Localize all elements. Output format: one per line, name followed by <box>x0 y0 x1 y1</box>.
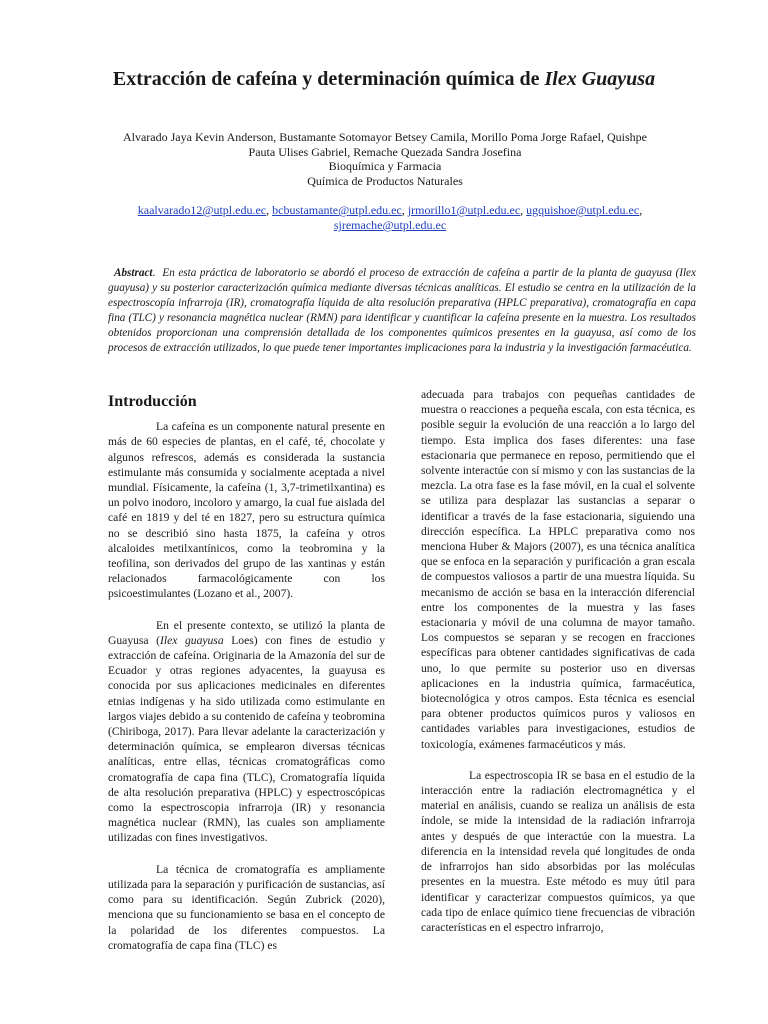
left-column <box>108 394 385 953</box>
email-link-3[interactable]: jrmorillo1@utpl.edu.ec <box>407 203 521 217</box>
title-species: Ilex Guayusa <box>544 68 656 90</box>
abstract-text: En esta práctica de laboratorio se abordó el proceso de extracción de cafeína a partir de la planta de guayusa (Ilex guayusa) y su posterior caracterización química mediante diversas técnicas analíticas. El estudio se centra en la utilización de la espectroscopía infrarroja (IR), cromatografía líquida de alta resolución preparativa (HPLC preparativa), cromatografía en capa fina (TLC) y resonancia magnética nuclear (RMN) para identificar y cuantificar la cafeína presente en la muestra. Los resultados obtenidos proporcionan una comprensión detallada de los componentes químicos presentes en la guayusa, así como de los procesos de extracción utilizados, lo que puede tener importantes implicaciones para la industria y la investigación farmacéutica. <box>108 267 696 354</box>
right-paragraph-2: La espectroscopia IR se basa en el estudio de la interacción entre la radiación electromagnética y el material en análisis, cuando se realiza un análisis de esta índole, se mide la intensidad de la radiación infrarroja antes y después de que interactúe con la muestra. La diferencia en la intensidad revela qué longitudes de onda de infrarrojos han sido absorbidas por las moléculas presentes en la muestra. Este método es muy útil para identificar y caracterizar compuestos químicos, ya que cada tipo de enlace químico tiene frecuencias de vibración características en el espectro infrarrojo, <box>421 768 695 934</box>
right-column <box>421 387 695 935</box>
email-list: kaalvarado12@utpl.edu.ec, bcbustamante@utpl.edu.ec, jrmorillo1@utpl.edu.ec, ugquishoe@utpl.edu.ec, sjremache@utpl.edu.ec <box>137 203 643 232</box>
intro-paragraph-2 <box>108 618 385 846</box>
intro-paragraph-2-start: En el presente contexto, se utilizó la planta de Guayusa ( <box>108 618 385 647</box>
authors-line-2: Pauta Ulises Gabriel, Remache Quezada Sandra Josefina <box>248 144 522 159</box>
affiliation-program: Bioquímica y Farmacia <box>328 159 442 173</box>
email-link-4[interactable]: ugquishoe@utpl.edu.ec <box>526 203 640 217</box>
affiliation-course: Química de Productos Naturales <box>307 173 463 188</box>
authors-line-1: Alvarado Jaya Kevin Anderson, Bustamante Sotomayor Betsey Camila, Morillo Poma Jorge Rafael, Quishpe <box>122 130 647 144</box>
species-name: Ilex guayusa <box>160 633 224 647</box>
abstract-label: Abstract <box>114 267 153 279</box>
email-link-2[interactable]: bcbustamante@utpl.edu.ec <box>272 203 402 217</box>
abstract: Abstract. En esta práctica de laboratorio se abordó el proceso de extracción de cafeína a partir de la planta de guayusa (Ilex guayusa) y su posterior caracterización química mediante diversas técnicas analíticas. El estudio se centra en la utilización de la espectroscopía infrarroja (IR), cromatografía líquida de alta resolución preparativa (HPLC preparativa), cromatografía en capa fina (TLC) y resonancia magnética nuclear (RMN) para identificar y cuantificar la cafeína presente en la muestra. Los resultados obtenidos proporcionan una comprensión detallada de los componentes químicos presentes en la guayusa, así como de los procesos de extracción utilizados, lo que puede tener importantes implicaciones para la industria y la investigación farmacéutica. <box>108 267 696 354</box>
section-heading-introduccion: Introducción <box>108 393 197 410</box>
paper-title <box>0 68 768 91</box>
right-paragraph-1: adecuada para trabajos con pequeñas cantidades de muestra o reacciones a pequeña escala, con esta técnica, es posible seguir la evolución de una reacción a lo largo del tiempo. Esta implica dos fases diferentes: una fase estacionaria que permanece en reposo, permitiendo que el solvente interactúe con sí mismo y con las sustancias de la mezcla. La otra fase es la fase móvil, en la cual el solvente se utiliza para desplazar las sustancias a separar o identificar a través de la fase estacionaria, siguiendo una dirección específica. La HPLC preparativa como nos menciona Huber & Majors (2007), es una técnica analítica que se enfoca en la separación y purificación a gran escala de compuestos valiosos a partir de una muestra líquida. Su mecanismo de acción se basa en la interacción diferencial entre los componentes de la muestra y las fases estacionaria y móvil de una columna de mayor tamaño. Los compuestos se separan y se recogen en fracciones específicas para obtener cantidades significativas de cada uno, lo que permite su posterior uso en diversas aplicaciones en la industria química, farmacéutica, biotecnológica y otros campos. Esta técnica es esencial para obtener productos químicos puros y valiosos en cantidades variables para investigaciones, estudios de toxicología, exámenes farmacéuticos y más. <box>421 388 695 751</box>
intro-paragraph-2-rest: Loes) con fines de estudio y extracción de cafeína. Originaria de la Amazonía del sur de Ecuador y otras regiones adyacentes, la guayusa es conocida por sus aplicaciones medicinales en diferentes etnias indígenas y ha sido utilizada como estimulante en largos viajes debido a su contenido de cafeína y teobromina (Chiriboga, 2017). Para llevar adelante la caracterización y determinación química, se emplearon diversas técnicas analíticas, entre ellas, técnicas cromatográficas como cromatografía de capa fina (TLC), Cromatografía líquida de alta resolución preparativa (HPLC) y espectroscópicas como la espectroscopia infrarroja (IR) y resonancia magnética nuclear (RMN), las cuales son ampliamente utilizadas con fines investigativos. <box>108 633 386 845</box>
intro-paragraph-3: La técnica de cromatografía es ampliamente utilizada para la separación y purificación de sustancias, así como para su identificación. Según Zubrick (2020), menciona que su funcionamiento se basa en el concepto de la polaridad de los diferentes compuestos. La cromatografía de capa fina (TLC) es <box>108 862 385 952</box>
title-main: Extracción de cafeína y determinación química de <box>112 68 545 90</box>
email-link-5[interactable]: sjremache@utpl.edu.ec <box>333 218 447 232</box>
email-link-1[interactable]: kaalvarado12@utpl.edu.ec <box>137 203 267 217</box>
author-block <box>110 130 660 188</box>
intro-paragraph-1: La cafeína es un componente natural presente en más de 60 especies de plantas, en el café, té, chocolate y algunos refrescos, además es considerada la sustancia estimulante más consumida y socialmente aceptada a nivel mundial. Físicamente, la cafeína (1, 3,7-trimetilxantina) es un polvo inodoro, incoloro y amargo, la cual fue aislada del café en 1819 y del té en 1827, pero su estructura química no se describió sino hasta 1875, la cafeína y otros alcaloides metilxantínicos, como la teobromina y la teofilina, son derivados del grupo de las xantinas y están relacionados farmacológicamente con los psicoestimulantes (Lozano et al., 2007). <box>108 420 385 601</box>
